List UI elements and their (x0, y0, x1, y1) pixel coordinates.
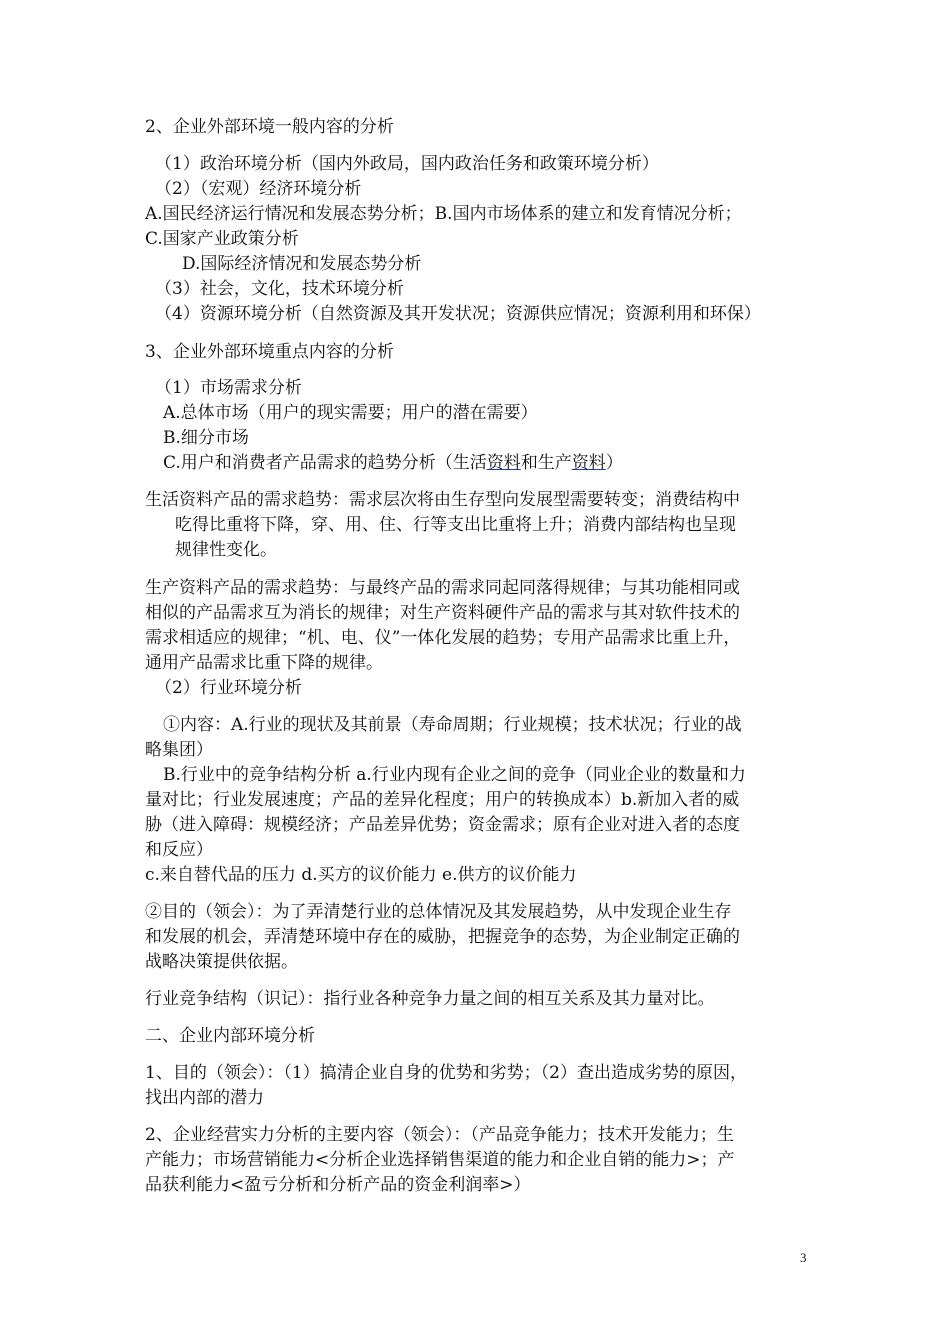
text-line: c.来自替代品的压力 d.买方的议价能力 e.供方的议价能力 (145, 865, 577, 885)
text-run: ） (605, 453, 623, 473)
text-line: B.行业中的竞争结构分析 a.行业内现有企业之间的竞争（同业企业的数量和力 (163, 765, 746, 785)
text-line: 吃得比重将下降，穿、用、住、行等支出比重将上升；消费内部结构也呈现 (175, 515, 736, 535)
underlined-term: 资料 (571, 453, 606, 473)
text-line: 找出内部的潜力 (145, 1088, 264, 1108)
heading-internal: 二、企业内部环境分析 (145, 1026, 315, 1046)
page-number: 3 (800, 1250, 807, 1265)
text-line: 生产资料产品的需求趋势：与最终产品的需求同起同落得规律；与其功能相同或 (145, 578, 740, 598)
text-line: 和发展的机会，弄清楚环境中存在的威胁，把握竞争的态势，为企业制定正确的 (145, 927, 740, 947)
underlined-term: 资料 (486, 453, 521, 473)
text-line: 行业竞争结构（识记）：指行业各种竞争力量之间的相互关系及其力量对比。 (145, 989, 715, 1009)
text-line: 2、企业经营实力分析的主要内容（领会）：（产品竞争能力；技术开发能力；生 (145, 1125, 734, 1145)
text-line: 战略决策提供依据。 (145, 952, 298, 972)
text-line: 1、目的（领会）：（1）搞清企业自身的优势和劣势；（2）查出造成劣势的原因， (145, 1063, 747, 1083)
text-line: A.国民经济运行情况和发展态势分析；B.国内市场体系的建立和发育情况分析； (145, 204, 742, 224)
text-run: C.用户和消费者产品需求的趋势分析（生活 (163, 453, 487, 473)
text-line: （2）（宏观）经济环境分析 (155, 179, 362, 199)
text-line: 需求相适应的规律；“机、电、仪”一体化发展的趋势；专用产品需求比重上升， (145, 628, 741, 648)
text-line: 量对比；行业发展速度；产品的差异化程度；用户的转换成本）b.新加入者的威 (145, 790, 740, 810)
text-line: B.细分市场 (163, 428, 249, 448)
text-line: 品获利能力<盈亏分析和分析产品的资金利润率>） (145, 1175, 531, 1195)
text-line: A.总体市场（用户的现实需要；用户的潜在需要） (163, 403, 538, 423)
heading-external-key: 3、企业外部环境重点内容的分析 (145, 342, 394, 362)
text-line: C.国家产业政策分析 (145, 229, 299, 249)
text-line: （2）行业环境分析 (155, 678, 302, 698)
text-line: （3）社会，文化，技术环境分析 (155, 279, 404, 299)
text-line: 通用产品需求比重下降的规律。 (145, 653, 383, 673)
text-line: （1）市场需求分析 (155, 378, 302, 398)
text-line: 略集团） (145, 740, 213, 760)
text-line: 产能力；市场营销能力<分析企业选择销售渠道的能力和企业自销的能力>；产 (145, 1150, 735, 1170)
text-line: 规律性变化。 (175, 540, 277, 560)
text-line (163, 451, 623, 475)
text-line: 和反应） (145, 840, 213, 860)
text-line: 相似的产品需求互为消长的规律；对生产资料硬件产品的需求与其对软件技术的 (145, 603, 740, 623)
text-line: ①内容：A.行业的现状及其前景（寿命周期；行业规模；技术状况；行业的战 (163, 715, 742, 735)
text-line: 胁（进入障碍：规模经济；产品差异优势；资金需求；原有企业对进入者的态度 (145, 815, 740, 835)
text-line: （1）政治环境分析（国内外政局，国内政治任务和政策环境分析） (155, 154, 659, 174)
text-line: ②目的（领会）：为了弄清楚行业的总体情况及其发展趋势，从中发现企业生存 (145, 902, 732, 922)
text-line: 生活资料产品的需求趋势：需求层次将由生存型向发展型需要转变；消费结构中 (145, 490, 740, 510)
text-line: （4）资源环境分析（自然资源及其开发状况；资源供应情况；资源利用和环保） (155, 304, 761, 324)
text-run: 和生产 (520, 453, 572, 473)
text-line: D.国际经济情况和发展态势分析 (182, 254, 422, 274)
heading-external-general: 2、企业外部环境一般内容的分析 (145, 117, 394, 137)
